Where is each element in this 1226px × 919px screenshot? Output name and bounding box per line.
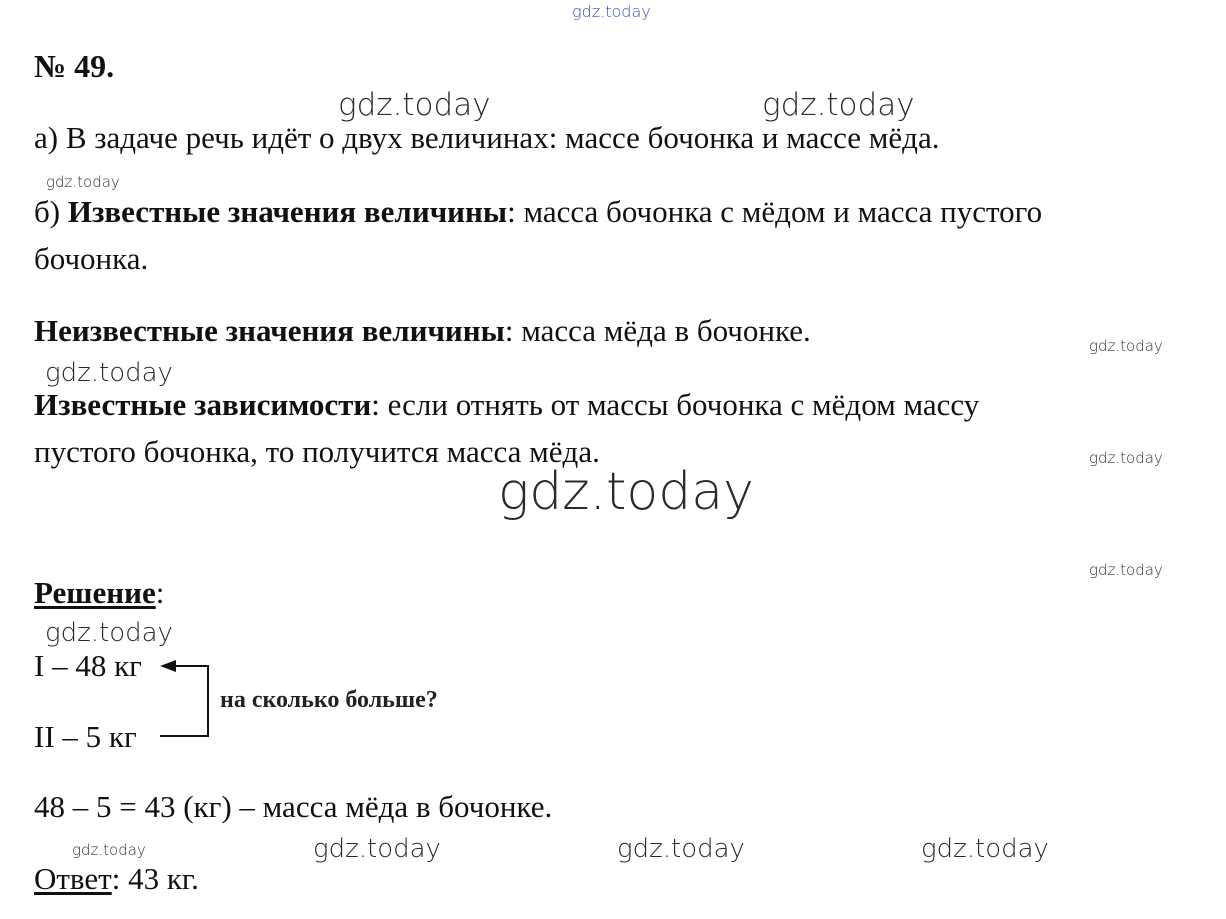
watermark-5: gdz.today <box>45 358 173 388</box>
watermark-8: gdz.today <box>45 618 173 648</box>
part-b-line1 <box>34 196 1042 227</box>
unknown-rest: : масса мёда в бочонке. <box>504 313 811 348</box>
watermark-top: gdz.today <box>572 2 651 21</box>
part-b-prefix: б) <box>34 194 68 229</box>
problem-number: № 49. <box>34 48 115 84</box>
solution-heading <box>34 577 164 608</box>
unknown-bold: Неизвестные значения величины <box>34 313 505 348</box>
dependencies-bold: Известные зависимости <box>34 387 372 422</box>
watermark-4: gdz.today <box>1089 337 1163 355</box>
watermark-7: gdz.today <box>1089 561 1163 579</box>
answer-value: : 43 кг. <box>111 861 199 896</box>
diagram-question: на сколько больше? <box>220 687 438 713</box>
diagram-row-1: I – 48 кг <box>34 648 142 683</box>
watermark-6: gdz.today <box>1089 449 1163 467</box>
watermark-10: gdz.today <box>313 834 441 864</box>
watermark-3: gdz.today <box>46 173 120 191</box>
part-b-line2: бочонка. <box>34 241 149 276</box>
solution-label: Решение <box>34 575 156 610</box>
part-a-text: а) В задаче речь идёт о двух величинах: массе бочонка и массе мёда. <box>34 120 940 155</box>
watermark-12: gdz.today <box>921 834 1049 864</box>
part-b-bold: Известные значения величины <box>67 194 508 229</box>
diagram-row-2: II – 5 кг <box>34 719 137 754</box>
watermark-1: gdz.today <box>338 87 491 123</box>
answer <box>34 863 199 894</box>
watermark-center: gdz.today <box>498 462 754 522</box>
answer-label: Ответ <box>34 861 112 896</box>
unknown-values <box>34 315 811 346</box>
dependencies-line2: пустого бочонка, то получится масса мёда. <box>34 434 600 469</box>
watermark-2: gdz.today <box>762 87 915 123</box>
equation: 48 – 5 = 43 (кг) – масса мёда в бочонке. <box>34 789 553 824</box>
solution-colon: : <box>155 575 165 610</box>
dependencies-line1 <box>34 389 979 420</box>
watermark-11: gdz.today <box>617 834 745 864</box>
dependencies-rest: : если отнять от массы бочонка с мёдом массу <box>371 387 980 422</box>
watermark-9: gdz.today <box>72 841 146 859</box>
part-b-rest: : масса бочонка с мёдом и масса пустого <box>507 194 1043 229</box>
